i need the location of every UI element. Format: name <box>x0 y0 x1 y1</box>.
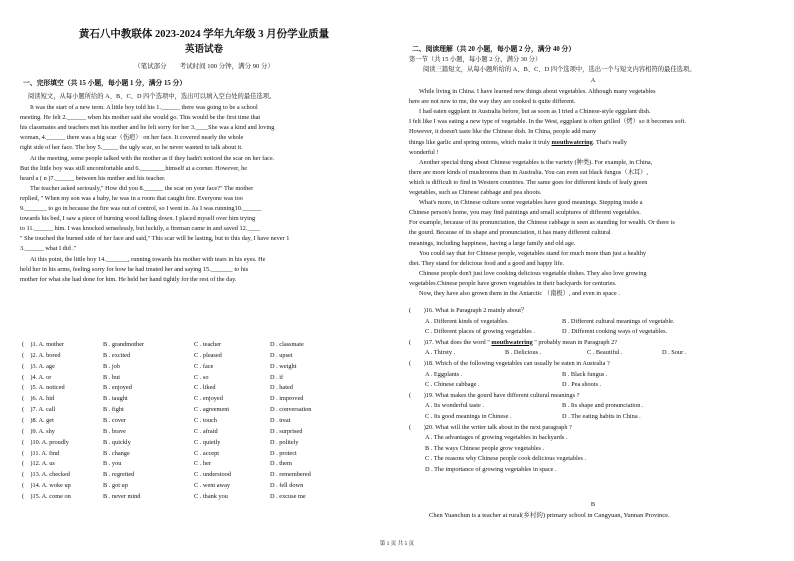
passage-line: meeting. He felt 2.______ when his mother said she would go. This would be the first time that <box>20 114 261 122</box>
passage-line: the gourd. Because of its shape and pronunciation, it has many different cultural <box>409 229 611 237</box>
passage-line: towards his bed, I saw a piece of burning wood falling down. I placed myself over him trying <box>20 215 256 223</box>
option-d: D . politely <box>270 438 299 446</box>
section2-instruction: 阅读三篇短文，从每小题所给的 A、B、C、D 四个选项中，选出一个与短文内容相符的最佳选项。 <box>423 66 696 73</box>
section1-instruction: 阅读短文，从每小题所给的 A、B、C、D 四个选项中，选出可以填入空白处的最佳选项。 <box>28 93 276 100</box>
option-c: C . her <box>194 460 211 468</box>
q17-stem-start: ( )17. What does the word " <box>409 338 492 346</box>
option-b: B . you <box>103 460 122 468</box>
option-c: C . Its good meanings in Chinese . <box>425 413 512 420</box>
passage-line: While living in China. I have learned new things about vegetables. Although many vegetables <box>419 88 656 95</box>
option-b: B . brave <box>103 427 126 435</box>
option-c: C . understood <box>194 471 231 479</box>
option-c: C . The reasons why Chinese people cook delicious vegetables . <box>425 455 587 463</box>
passage-line: Now, they have also grown them in the Antarctic （南极）, and even in space . <box>419 290 620 297</box>
option-b: B . regretted <box>103 471 135 479</box>
option-c: C . pleased <box>194 351 222 359</box>
option-c: C . Beautiful . <box>587 349 623 357</box>
exam-subtitle: 英语试卷 <box>184 45 223 55</box>
passage-line: his classmates and teachers met his mother and he felt sorry for her 3.____She was a kind and loving <box>20 124 275 132</box>
option-c: C . teacher <box>194 341 222 348</box>
passage-line: However, it doesn't taste like the Chinese dish. In China, people add many <box>409 128 597 136</box>
option-c: C . went away <box>194 482 231 490</box>
passage-line: I felt like I was eating a new type of vegetable. In the West, eggplant is often grilled（烤）so it becomes soft. <box>409 118 686 126</box>
option-b: B . Its shape and pronunciation . <box>562 402 644 410</box>
option-b: B . job <box>103 362 120 370</box>
option-b: B . got up <box>103 482 128 490</box>
option-d: D . classmate <box>270 341 304 348</box>
passage-line: At this point, the little boy 14._______, running towards his mother with tears in his eyes. He <box>30 255 266 263</box>
option-d: D . The eating habits in China . <box>562 413 641 420</box>
passage-line: vegetables, such as Chinese cabbage and pea shoots. <box>409 189 542 196</box>
option-d: D . excuse me <box>270 492 306 500</box>
option-c: C . so <box>194 373 209 381</box>
question-number: ( )11. A. find <box>22 449 60 457</box>
option-d: D . if <box>270 373 284 381</box>
question-number: ( )14. A. woke up <box>22 482 71 490</box>
section1-heading: 一、完形填空（共 15 小题，每小题 1 分，满分 15 分） <box>23 80 187 87</box>
option-b: B . Black fungus . <box>562 370 608 378</box>
option-c: C . quietly <box>194 438 221 446</box>
q17-stem-end: " probably mean in Paragraph 2? <box>532 338 618 346</box>
question-number: ( )8. A. get <box>22 416 54 424</box>
option-b: B . never mind <box>103 492 141 500</box>
option-c: C . afraid <box>194 427 218 435</box>
passage-line: to 11.______ him. I was knocked senselessly, but luckily, a fireman came in and saved 12.____ <box>20 225 260 233</box>
passage-line: The teacher asked seriously," How did you 8.______ the scar on your face?" The mother <box>30 184 254 192</box>
question-17 <box>409 339 617 347</box>
passage-b-text: Chen Yuanchun is a teacher at rural(乡村的) primary school in Cangyuan, Yunnan Province. <box>429 512 670 519</box>
section2-heading: 二、阅读理解（共 20 小题，每小题 2 分，满分 40 分） <box>412 46 576 53</box>
passage-line: 3.______ what I did ." <box>20 245 77 253</box>
option-a: A . Its wonderful taste . <box>425 402 484 410</box>
passage-line: there are more kinds of mushrooms than in Australia. You can even eat black fungus（木耳）, <box>409 168 649 176</box>
passage-line: What's more, in Chinese culture some vegetables have good meanings. Stepping inside a <box>419 199 643 207</box>
option-d: D . Sour . <box>662 349 687 357</box>
option-c: C . touch <box>194 416 217 424</box>
option-d: D . them <box>270 460 292 468</box>
question-number: ( )13. A. checked <box>22 471 70 479</box>
passage-a-label: A <box>590 77 596 84</box>
option-b: B . quickly <box>103 438 131 446</box>
option-b: B . fight <box>103 406 124 414</box>
option-c: C . accept <box>194 449 219 457</box>
option-d: D . surprised <box>270 427 303 435</box>
passage-line: wonderful ! <box>409 148 439 156</box>
option-d: D . Different cooking ways of vegetables. <box>562 328 668 336</box>
question-number: ( )2. A. bored <box>22 351 61 359</box>
q17-keyword: mouthwatering <box>491 338 533 346</box>
option-d: D . conversation <box>270 406 312 414</box>
option-c: C . enjoyed <box>194 395 223 403</box>
option-c: C . Different places of growing vegetables . <box>425 328 535 336</box>
question-number: ( )12. A. us <box>22 460 55 468</box>
option-c: C . Chinese cabbage . <box>425 381 480 389</box>
option-b: B . excited <box>103 351 131 359</box>
option-d: D . fell down <box>270 482 304 490</box>
option-c: C . thank you <box>194 492 228 500</box>
passage-line: meanings, including happiness, having a large family and old age. <box>409 239 576 247</box>
option-b: B . taught <box>103 395 128 403</box>
option-b: B . but <box>103 373 120 381</box>
question-number: ( )5. A. noticed <box>22 384 65 392</box>
passage-line: replied, " When my son was a baby, he was in a room that caught fire. Everyone was too <box>20 194 243 202</box>
option-a: A . Thirsty . <box>425 349 456 357</box>
section2-part: 第一节（共 15 小题，每小题 2 分，满分 30 分） <box>409 56 542 63</box>
passage-line: held her in his arms, feeling sorry for how he had treated her and saying 15._______ to his <box>20 265 249 273</box>
passage-line-tail: . That's really <box>592 138 627 146</box>
option-b: B . Delicious . <box>505 349 542 357</box>
page-footer: 第 1 页 共 5 页 <box>379 541 415 547</box>
question-number: ( )15. A. come on <box>22 492 71 500</box>
option-b: B . cover <box>103 416 126 424</box>
passage-line: heard a ( n )7.______ between his mother and his teacher. <box>20 174 166 182</box>
option-d: D . Pea shoots . <box>562 381 602 389</box>
option-a: A . Eggplants . <box>425 370 463 378</box>
question-19: ( )19. What makes the gourd have different cultural meanings ? <box>409 391 580 399</box>
question-18: ( )18. Which of the following vegetables can usually be eaten in Australia ? <box>409 360 610 367</box>
passage-line: woman, 4.______ there was a big scar（伤疤） on her face. It covered nearly the whole <box>20 134 244 142</box>
option-d: D . hated <box>270 384 293 392</box>
passage-line: Chinese person's home, you may find paintings and small sculptures of different vegetables. <box>409 209 641 217</box>
question-number: ( )3. A. age <box>22 362 55 370</box>
exam-title: 黄石八中教联体 2023-2024 学年九年级 3 月份学业质量 <box>78 29 330 40</box>
passage-line: But the little boy was still uncomfortable and 6.________himself at a corner. However, he <box>20 164 248 172</box>
exam-info: （笔试部分 考试时间 100 分钟，满分 90 分） <box>134 63 274 70</box>
passage-line: At the meeting, some people talked with the mother as if they hadn't noticed the scar on her face. <box>30 154 275 162</box>
question-number: ( )6. A. hid <box>22 395 55 403</box>
question-number: ( )9. A. shy <box>22 427 55 435</box>
passage-line: things like garlic and spring onions, which make it truly mouthwatering. That's really <box>409 138 627 146</box>
option-d: D . weight <box>270 362 297 370</box>
question-number: ( )4. A. or <box>22 373 52 381</box>
passage-line: diet. They stand for delicious food and a good and happy life. <box>409 259 564 267</box>
question-number: ( )7. A. call <box>22 406 56 414</box>
option-a: A . Different kinds of vegetables. <box>425 317 509 325</box>
option-d: D . treat <box>270 416 291 424</box>
option-d: D . remembered <box>270 471 311 479</box>
option-d: D . protect <box>270 449 297 457</box>
passage-line: " She touched the burned side of her face and said," This scar will be lasting, but to this day, I have never 1 <box>20 235 290 243</box>
option-d: D . The importance of growing vegetables in space . <box>425 466 557 473</box>
passage-b-label: B <box>590 501 596 508</box>
question-16: ( )16. What is Paragraph 2 mainly about？ <box>409 307 528 314</box>
option-a: A . The advantages of growing vegetables in backyards . <box>425 434 568 442</box>
passage-line: which is difficult to find in Western countries. The same goes for different kinds of leafy green <box>409 178 648 186</box>
passage-line: I had eaten eggplant in Australia before, but as soon as I tried a Chinese-style eggplant dish. <box>419 108 651 116</box>
option-b: B . change <box>103 449 130 457</box>
option-c: C . liked <box>194 384 216 392</box>
option-d: D . upset <box>270 351 293 359</box>
passage-line: For example, because of its pronunciation, the Chinese cabbage is seen as standing for wealth. Or there is <box>409 219 675 227</box>
question-number: ( )1. A. mother <box>22 341 64 348</box>
passage-line: It was the start of a new term. A little boy told his 1.______ there was going to be a school <box>30 104 258 111</box>
option-b: B . The ways Chinese people grow vegetables . <box>425 444 545 452</box>
passage-line: Another special thing about Chinese vegetables is the variety (种类). For example, in China, <box>419 158 653 166</box>
passage-line: right side of her face. The boy 5._____ the ugly scar, so he never wanted to talk about it. <box>20 144 243 152</box>
option-b: B . enjoyed <box>103 384 132 392</box>
passage-line: 9._______ to go in because the fire was out of control, so I went in. As I was running10.______ <box>20 205 262 212</box>
question-number: ( )10. A. proudly <box>22 438 69 446</box>
question-20: ( )20. What will the writer talk about in the next paragraph ? <box>409 423 572 431</box>
passage-line: here are not new to me, the way they are cooked is quite different. <box>409 98 576 106</box>
passage-line: You could say that for Chinese people, vegetables stand for much more than just a healthy <box>419 249 647 257</box>
option-c: C . agreement <box>194 406 230 414</box>
option-b: B . grandmother <box>103 341 145 348</box>
passage-line: vegetables.Chinese people have grown vegetables in their backyards for centuries. <box>409 279 617 287</box>
option-d: D . improved <box>270 395 304 403</box>
passage-line: mother for what she had done for him. He held her hand tightly for the rest of the day. <box>20 275 237 283</box>
option-b: B . Different cultural meanings of vegetable. <box>562 317 675 325</box>
keyword-highlight: mouthwatering <box>551 138 593 146</box>
passage-line: Chinese people don't just love cooking delicious vegetable dishes. They also love growing <box>419 269 647 277</box>
option-c: C . face <box>194 362 214 370</box>
